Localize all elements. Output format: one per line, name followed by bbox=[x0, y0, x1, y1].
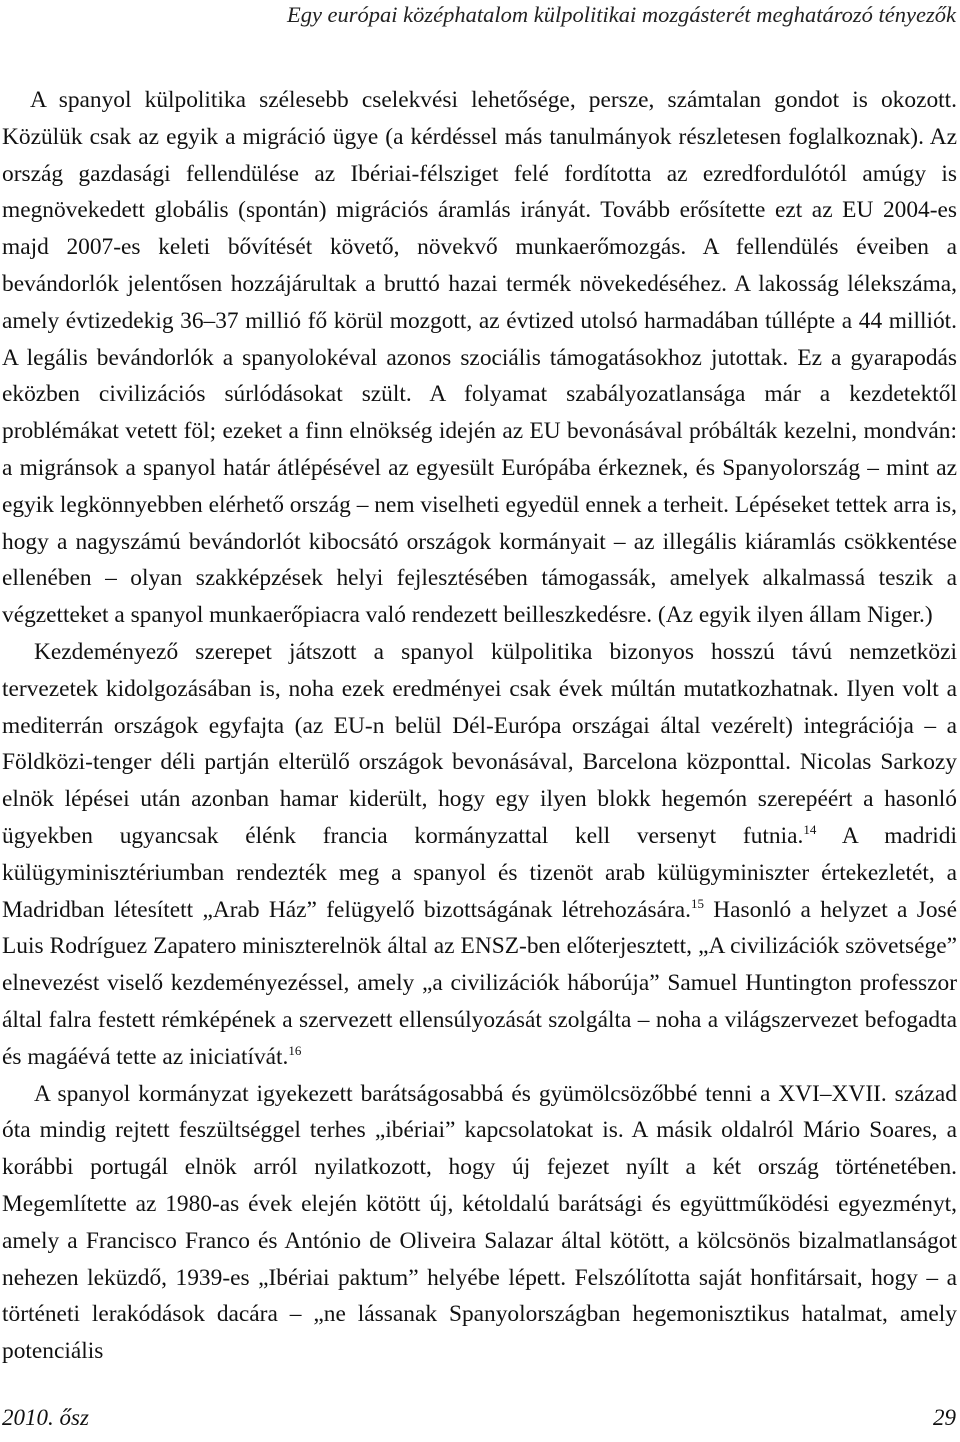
paragraph-initiatives-part-1: Kezdeményező szerepet játszott a spanyol külpolitika bizonyos hosszú távú nemzetközi tervezetek kidolgozásában is, noha ezek eredményei csak évek múltán mutatkozhatnak. Ilyen volt a mediterrán országok egyfajta (az EU-n belül Dél-Európa országai által vezérelt) integrációja – a Földközi-tenger déli partján elterülő országok bevonásával, Barcelona központtal. Nicolas Sarkozy elnök lépései után azonban hamar kiderült, hogy egy ilyen blokk hegemón szerepéért a hasonló ügyekben ugyancsak élénk francia kormányzattal kell versenyt futnia. bbox=[2, 638, 957, 849]
page-number: 29 bbox=[933, 1405, 956, 1430]
footnote-ref-14[interactable]: 14 bbox=[803, 821, 817, 837]
footnote-ref-16[interactable]: 16 bbox=[288, 1042, 302, 1058]
footnote-ref-15[interactable]: 15 bbox=[690, 895, 704, 911]
body-text bbox=[2, 82, 957, 1370]
paragraph-initiatives bbox=[2, 634, 957, 1076]
paragraph-initiatives-part-3: Hasonló a helyzet a José Luis Rodríguez Zapatero miniszterelnök által az ENSZ-ben előterjesztett, „A civilizációk szövetsége” elnevezést viselő kezdeményezéssel, amely „a civilizációk háborúja” Samuel Huntington professzor által falra festett rémképének a szervezett ellensúlyozását szolgálta – noha a világszervezet befogadta és magáévá tette az iniciatívát. bbox=[2, 896, 958, 1070]
paragraph-initiatives-part-2: A madridi külügyminisztériumban rendezték meg a spanyol és tizenöt arab külügyminiszter értekezletét, a Madridban létesített „Arab Ház” felügyelő bizottságának létrehozására. bbox=[2, 822, 957, 923]
issue-label: 2010. ősz bbox=[2, 1405, 89, 1430]
paragraph-migration: A spanyol külpolitika szélesebb cselekvési lehetősége, persze, számtalan gondot is okozott. Közülük csak az egyik a migráció ügye (a kérdéssel más tanulmányok részletesen foglalkoznak). Az ország gazdasági fellendülése az Ibériai-félsziget felé fordította az ezredfordulótól amúgy is megnövekedett globális (spontán) migrációs áramlás irányát. Tovább erősítette ezt az EU 2004-es majd 2007-es keleti bővítését követő, növekvő munkaerőmozgás. A fellendülés éveiben a bevándorlók jelentősen hozzájárultak a bruttó hazai termék növekedéséhez. A lakosság lélekszáma, amely évtizedekig 36–37 millió fő körül mozgott, az évtized utolsó harmadában túllépte a 44 milliót. A legális bevándorlók a spanyolokéval azonos szociális támogatásokhoz jutottak. Ez a gyarapodás eközben civilizációs súrlódásokat szült. A folyamat szabályozatlansága már a kezdetektől problémákat vetett föl; ezeket a finn elnökség idején az EU bevonásával próbálták kezelni, mondván: a migránsok a spanyol határ átlépésével az egyesült Európába érkeznek, és Spanyolország – mint az egyik legkönnyebben elérhető ország – nem viselheti egyedül ennek a terheit. Lépéseket tettek arra is, hogy a nagyszámú bevándorlót kibocsátó országok kormányait – az illegális kiáramlás csökkentése ellenében – olyan szakképzések helyi fejlesztésében támogassák, amelyek alkalmassá teszik a végzetteket a spanyol munkaerőpiacra való rendezett beilleszkedésre. (Az egyik ilyen állam Niger.) bbox=[2, 87, 957, 629]
paragraph-iberian-relations: A spanyol kormányzat igyekezett barátságosabbá és gyümölcsözőbbé tenni a XVI–XVII. század óta mindig rejtett feszültséggel terhes „ibériai” kapcsolatokat is. A másik oldalról Mário Soares, a korábbi portugál elnök arról nyilatkozott, hogy új fejezet nyílt a két ország történetében. Megemlítette az 1980-as évek elején kötött új, kétoldalú barátsági és együttműködési egyezményt, amely a Francisco Franco és António de Oliveira Salazar által kötött, a kölcsönös bizalmatlanságot nehezen leküzdő, 1939-es „Ibériai paktum” helyébe lépett. Felszólította saját honfitársait, hogy – a történeti lerakódások dacára – „ne lássanak Spanyolországban hegemonisztikus hatalmat, amely potenciális bbox=[2, 1080, 957, 1365]
page-footer bbox=[0, 1405, 960, 1435]
running-header: Egy európai középhatalom külpolitikai mozgásterét meghatározó tényezők bbox=[286, 2, 956, 27]
